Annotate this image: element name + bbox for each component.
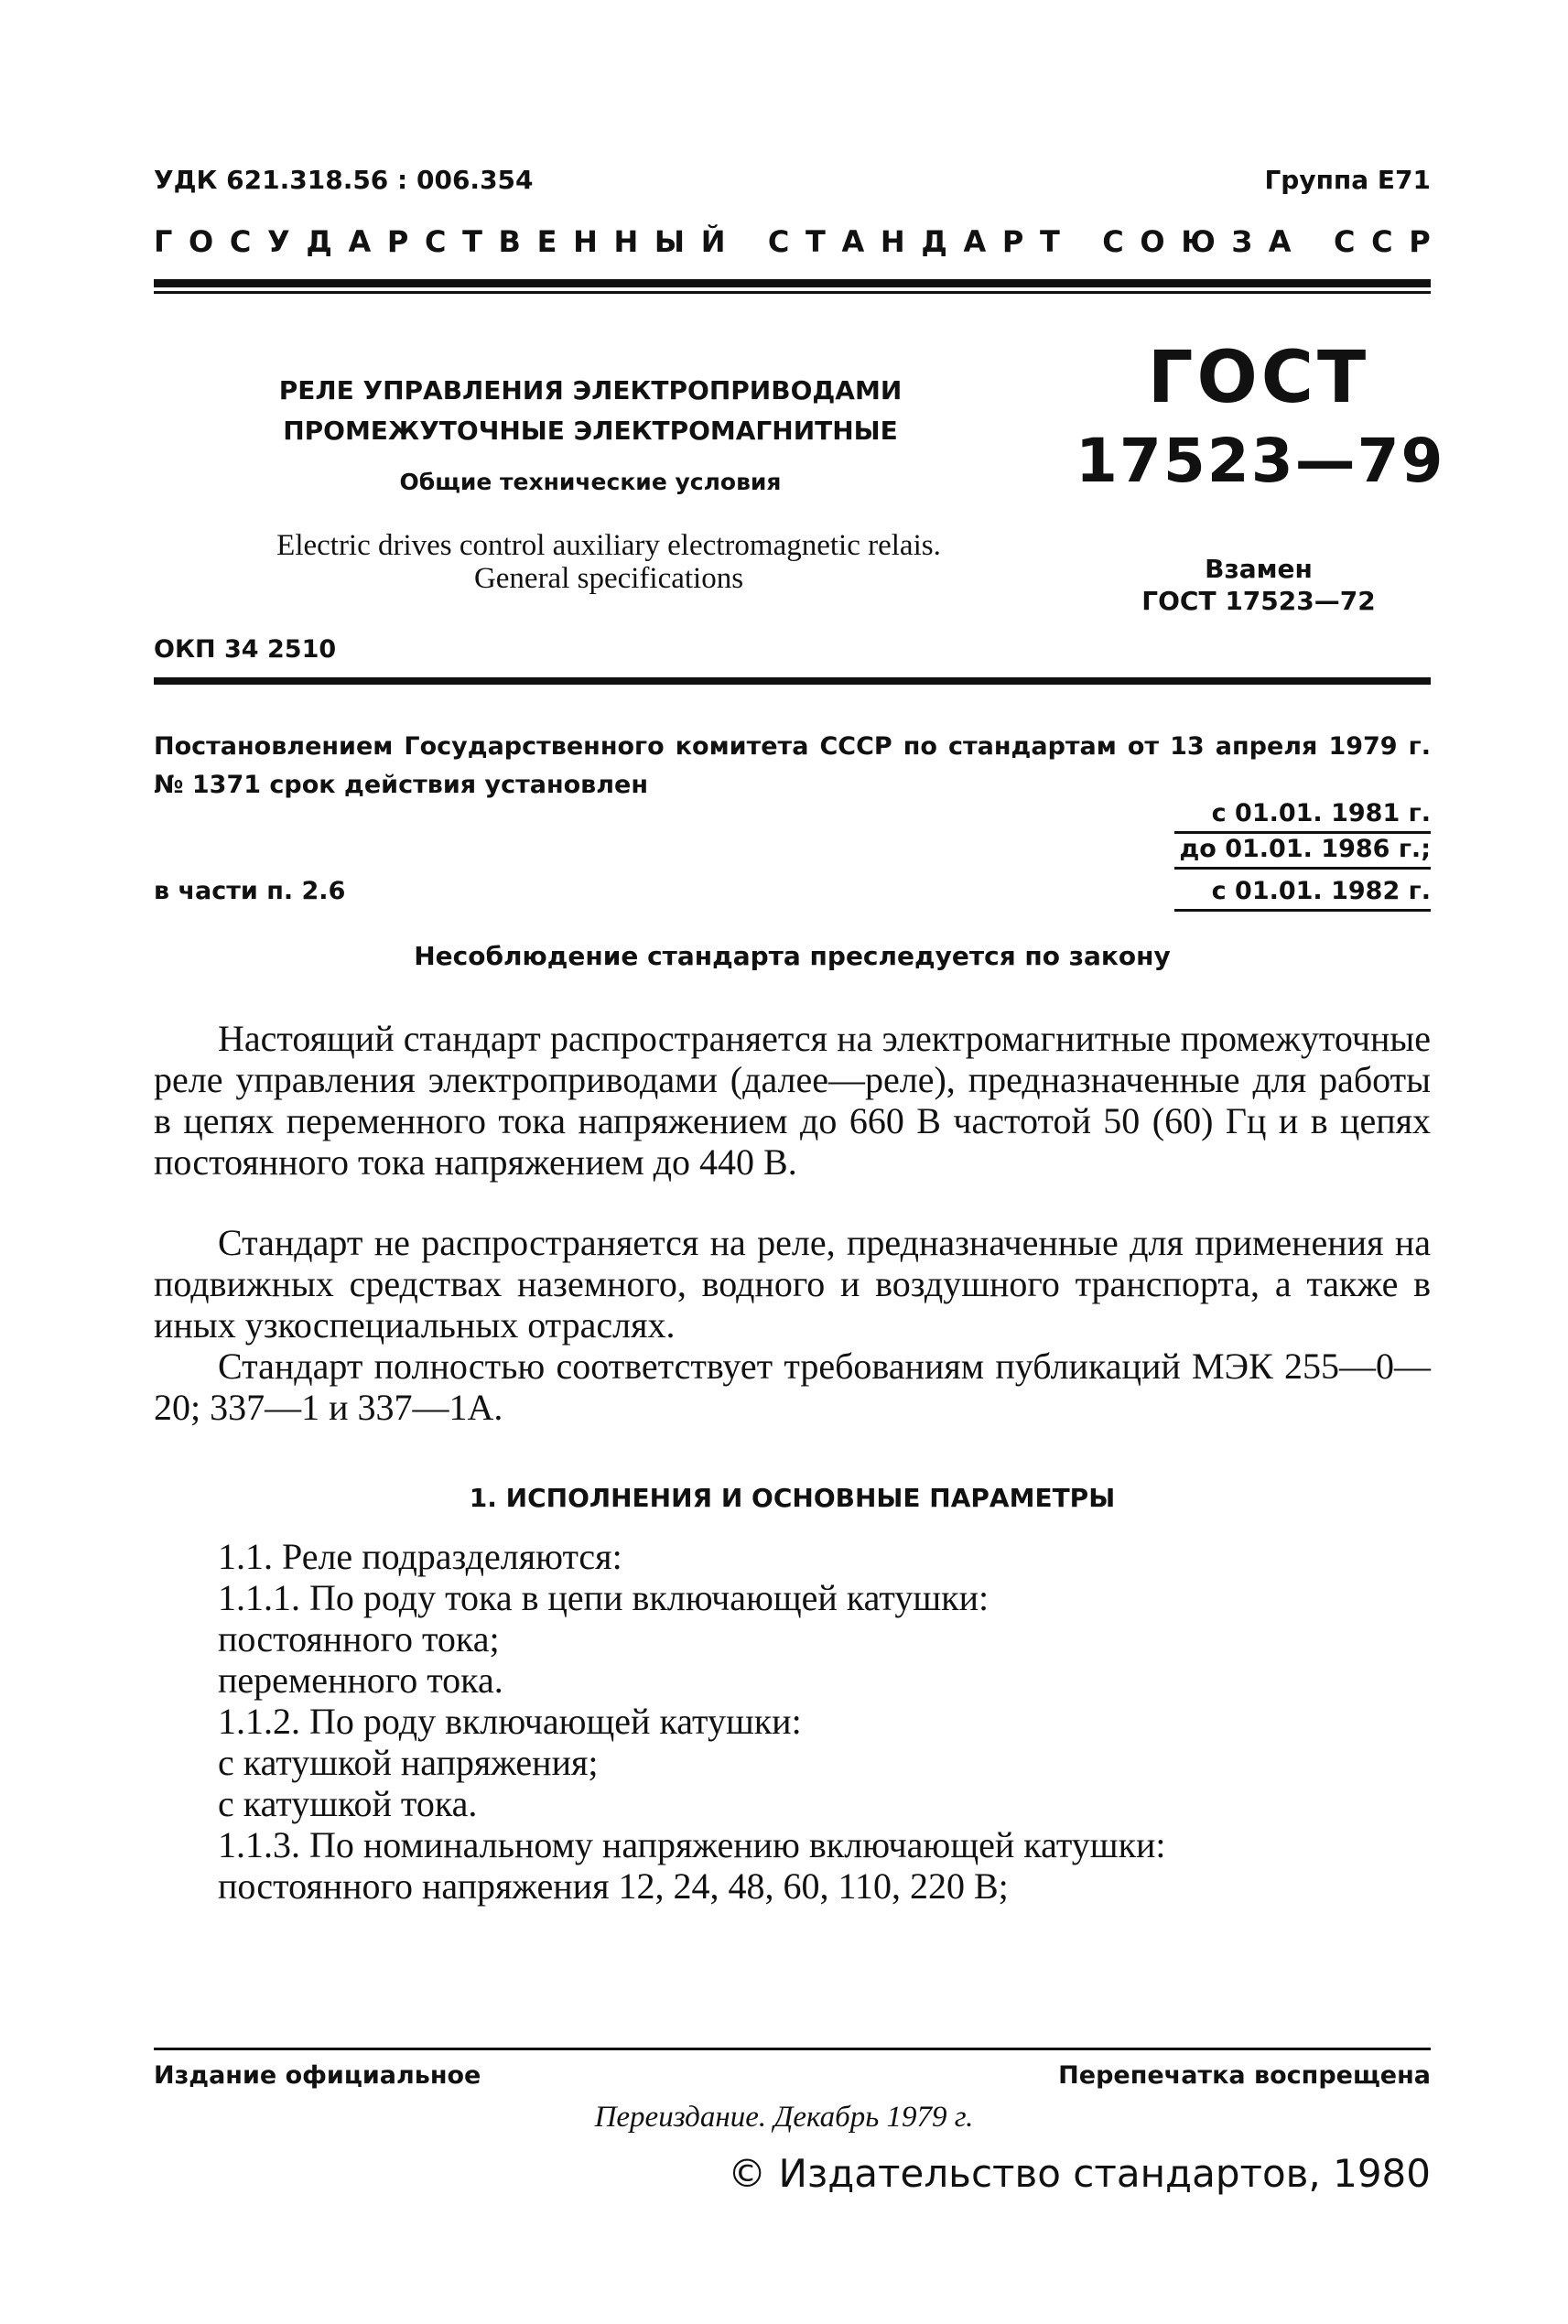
title-letter: Е — [536, 224, 557, 259]
title-letter: Н — [613, 224, 639, 259]
effective-date-from: с 01.01. 1981 г. — [1174, 799, 1431, 834]
title-letter: С — [1102, 224, 1124, 259]
list-item: 1.1.2. По роду включающей катушки: — [218, 1701, 802, 1742]
header-rule-thin — [154, 291, 1431, 294]
state-standard-title — [154, 224, 1431, 259]
gost-label: ГОСТ — [1147, 337, 1370, 419]
reprint-note: Переиздание. Декабрь 1979 г. — [594, 2101, 974, 2134]
title-letter: С — [424, 224, 447, 259]
group-code: Группа Е71 — [1264, 165, 1431, 195]
body-paragraph-exclusions: Стандарт не распространяется на реле, предназначенные для применения на подвижных средствах наземного, водного и воздушного транспорта, а также в иных узкоспециальных отраслях. — [154, 1222, 1431, 1346]
document-title — [224, 371, 957, 451]
part-effective-date: с 01.01. 1982 г. — [1174, 877, 1431, 912]
title-letter: Ю — [1181, 224, 1216, 259]
title-letter: Д — [921, 224, 947, 259]
list-item: постоянного напряжения 12, 24, 48, 60, 110, 220 В; — [218, 1865, 1009, 1907]
udk-code: УДК 621.318.56 : 006.354 — [154, 165, 534, 195]
decree-text: Постановлением Государственного комитета СССР по стандартам от 13 апреля 1979 г. № 1371 срок действия установлен — [154, 732, 1431, 799]
title-letter: Р — [1001, 224, 1024, 259]
title-letter: Д — [306, 224, 332, 259]
footer-rule — [154, 2048, 1431, 2050]
title-line-1: РЕЛЕ УПРАВЛЕНИЯ ЭЛЕКТРОПРИВОДАМИ — [278, 375, 903, 405]
okp-code: ОКП 34 2510 — [154, 635, 337, 664]
title-space — [1307, 224, 1317, 259]
title-letter: А — [1268, 224, 1292, 259]
english-title-line-1: Electric drives control auxiliary electromagnetic relais. — [276, 529, 941, 562]
part-label: в части п. 2.6 — [154, 877, 346, 905]
title-letter: В — [498, 224, 521, 259]
copyright-line: © Издательство стандартов, 1980 — [728, 2151, 1431, 2196]
title-block-rule — [154, 677, 1431, 685]
body-paragraph-scope: Настоящий стандарт распространяется на электромагнитные промежуточные реле управления электроприводами (далее—реле), предназначенные для работы в цепях переменного тока напряжением до 660 В частотой 50 (60) Гц и в цепях постоянного тока напряжением до 440 В. — [154, 1018, 1431, 1183]
title-letter: А — [841, 224, 865, 259]
title-letter: Й — [700, 224, 726, 259]
title-space — [741, 224, 752, 259]
title-letter: Н — [573, 224, 598, 259]
official-edition-label: Издание официальное — [154, 2061, 481, 2090]
replaces-label: Взамен — [1205, 554, 1313, 584]
title-letter: О — [1140, 224, 1165, 259]
document-subtitle: Общие технические условия — [399, 469, 782, 495]
title-letter: А — [963, 224, 987, 259]
title-letter: Р — [386, 224, 409, 259]
list-item: 1.1.3. По номинальному напряжению включающей катушки: — [218, 1824, 1166, 1865]
title-letter: У — [267, 224, 290, 259]
effective-date-to: до 01.01. 1986 г.; — [1174, 835, 1431, 870]
title-letter: Н — [880, 224, 905, 259]
list-item: 1.1.1. По роду тока в цепи включающей катушки: — [218, 1577, 989, 1618]
title-space — [1076, 224, 1086, 259]
english-title-line-2: General specifications — [473, 562, 744, 595]
section-heading: 1. ИСПОЛНЕНИЯ И ОСНОВНЫЕ ПАРАМЕТРЫ — [469, 1483, 1116, 1513]
title-letter: С — [229, 224, 252, 259]
gost-number: 17523—79 — [1076, 426, 1445, 496]
replaces-number: ГОСТ 17523—72 — [1141, 586, 1376, 616]
title-letter: С — [1333, 224, 1356, 259]
legal-warning: Несоблюдение стандарта преследуется по закону — [414, 941, 1171, 971]
title-line-2: ПРОМЕЖУТОЧНЫЕ ЭЛЕКТРОМАГНИТНЫЕ — [283, 416, 898, 446]
body-paragraph-iec: Стандарт полностью соответствует требованиям публикаций МЭК 255—0—20; 337—1 и 337—1А. — [154, 1346, 1431, 1428]
title-letter: С — [1371, 224, 1393, 259]
list-item: с катушкой тока. — [218, 1783, 478, 1824]
title-letter: Т — [806, 224, 826, 259]
english-title — [178, 529, 1039, 595]
title-letter: Р — [1409, 224, 1431, 259]
title-letter: Т — [1039, 224, 1060, 259]
header-rule-thick — [154, 279, 1431, 287]
list-item: с катушкой напряжения; — [218, 1742, 599, 1783]
no-reprint-label: Перепечатка воспрещена — [1058, 2061, 1431, 2090]
title-letter: Т — [462, 224, 482, 259]
title-letter: Ы — [654, 224, 686, 259]
title-letter: З — [1231, 224, 1253, 259]
title-letter: Г — [154, 224, 173, 259]
title-letter: С — [767, 224, 790, 259]
title-letter: О — [189, 224, 214, 259]
title-letter: А — [348, 224, 372, 259]
list-item: 1.1. Реле подразделяются: — [218, 1536, 622, 1577]
list-item: переменного тока. — [218, 1659, 503, 1701]
list-item: постоянного тока; — [218, 1618, 500, 1659]
